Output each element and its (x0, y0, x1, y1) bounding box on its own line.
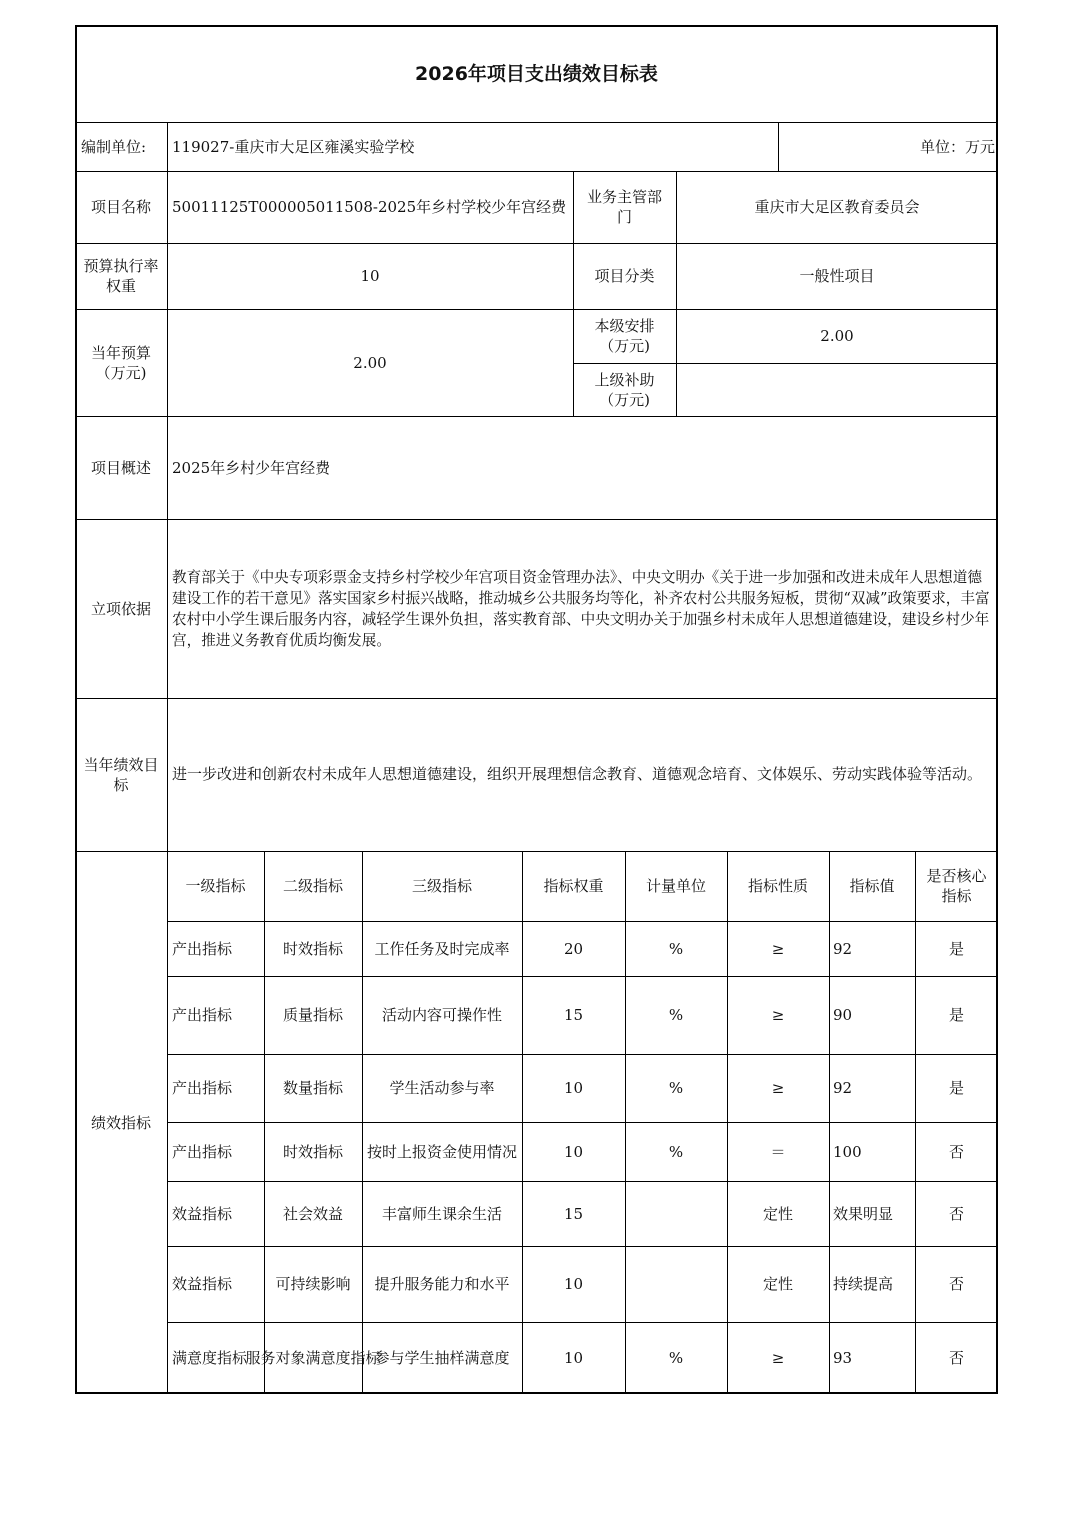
table-cell: % (668, 1142, 684, 1161)
table-cell: % (668, 939, 684, 958)
goal-label: 当年绩效目标 (83, 755, 159, 794)
upper-funding-value (676, 363, 998, 416)
local-funding-value: 2.00 (820, 327, 854, 345)
table-cell: % (668, 1079, 684, 1097)
column-header: 指标值 (849, 877, 895, 895)
budget-label: 当年预算（万元) (90, 343, 151, 382)
table-cell: 15 (563, 1006, 584, 1024)
page-title: 2026年项目支出绩效目标表 (415, 62, 658, 85)
local-funding-label: 本级安排（万元) (594, 317, 655, 355)
table-cell (625, 1181, 727, 1246)
table-cell: 否 (948, 1275, 964, 1293)
column-header: 指标权重 (543, 877, 604, 895)
dept-label: 业务主管部门 (586, 188, 662, 226)
table-cell: 质量指标 (282, 1006, 343, 1024)
table-cell: 是 (948, 1006, 964, 1024)
table-cell: 持续提高 (833, 1275, 894, 1293)
table-cell: 时效指标 (282, 939, 343, 958)
table-cell: 数量指标 (282, 1079, 343, 1097)
table-cell: 92 (833, 939, 853, 958)
table-cell: ≥ (771, 1079, 785, 1097)
project-name-value: 50011125T000005011508-2025年乡村学校少年宫经费 (172, 198, 567, 216)
table-cell: 产出指标 (172, 939, 233, 958)
table-cell: 否 (948, 1142, 964, 1161)
dept-value: 重庆市大足区教育委员会 (754, 198, 920, 216)
category-label: 项目分类 (594, 267, 655, 285)
table-cell: 可持续影响 (275, 1275, 351, 1293)
table-cell: 效益指标 (172, 1275, 233, 1293)
exec-weight-label: 预算执行率权重 (83, 257, 159, 295)
table-cell: 满意度指标 (172, 1349, 248, 1367)
table-cell: 效益指标 (172, 1204, 233, 1223)
column-header: 二级指标 (282, 877, 343, 895)
table-cell (625, 1246, 727, 1322)
table-cell: 90 (833, 1006, 853, 1024)
table-cell: ≥ (771, 1006, 785, 1024)
table-cell: 92 (833, 1079, 853, 1097)
currency-unit: 单位：万元 (919, 137, 995, 156)
table-cell: 15 (563, 1204, 584, 1223)
table-cell: 服务对象满意度指标 (245, 1349, 381, 1367)
table-cell: 10 (563, 1142, 584, 1161)
summary-label: 项目概述 (90, 458, 151, 477)
column-header: 指标性质 (747, 877, 808, 895)
table-cell: 定性 (762, 1204, 793, 1223)
table-cell: 时效指标 (282, 1142, 343, 1161)
goal-value: 进一步改进和创新农村未成年人思想道德建设，组织开展理想信念教育、道德观念培育、文体娱乐、劳动实践体验等活动。 (172, 765, 983, 783)
table-cell: 产出指标 (172, 1079, 233, 1097)
table-cell: 提升服务能力和水平 (374, 1275, 510, 1293)
table-cell: 产出指标 (172, 1142, 233, 1161)
table-cell: 工作任务及时完成率 (374, 939, 510, 958)
column-header: 计量单位 (645, 877, 706, 895)
upper-funding-label: 上级补助（万元) (594, 370, 655, 409)
indicators-label: 绩效指标 (90, 1113, 151, 1132)
table-cell: 参与学生抽样满意度 (374, 1349, 510, 1367)
unit-label: 编制单位: (81, 137, 147, 156)
column-header: 一级指标 (185, 877, 246, 895)
basis-label: 立项依据 (90, 599, 151, 618)
basis-value: 教育部关于《中央专项彩票金支持乡村学校少年宫项目资金管理办法》、中央文明办《关于进一步加强和改进未成年人思想道德建设工作的若干意见》落实国家乡村振兴战略，推动城乡公共服务均等化，补齐农村公共服务短板，贯彻“双减”政策要求，丰富农村中小学生课后服务内容，减轻学生课外负担，落实教育部、中央文明办关于加强乡村未成年人思想道德建设，建设乡村少年宫，推进义务教育优质均衡发展。 (172, 568, 990, 649)
budget-value: 2.00 (353, 353, 387, 372)
table-cell: 产出指标 (172, 1006, 233, 1024)
table-cell: 活动内容可操作性 (381, 1006, 502, 1024)
table-cell: 100 (833, 1142, 862, 1161)
table-cell: 社会效益 (282, 1204, 343, 1223)
table-cell: 按时上报资金使用情况 (366, 1142, 517, 1161)
unit-value: 119027-重庆市大足区雍溪实验学校 (172, 137, 415, 156)
table-cell: % (668, 1006, 684, 1024)
column-header: 三级指标 (411, 877, 472, 895)
table-cell: 是 (948, 1079, 964, 1097)
summary-value: 2025年乡村少年宫经费 (172, 458, 331, 477)
table-cell: ＝ (770, 1142, 786, 1161)
table-cell: 定性 (762, 1275, 793, 1293)
table-cell: 93 (833, 1349, 853, 1367)
table-cell: 否 (948, 1204, 964, 1223)
table-cell: 10 (563, 1349, 584, 1367)
table-cell: % (668, 1349, 684, 1367)
table-cell: 20 (563, 939, 584, 958)
table-cell: 学生活动参与率 (389, 1079, 495, 1097)
table-cell: 10 (563, 1275, 584, 1293)
table-cell: 否 (948, 1349, 964, 1367)
exec-weight-value: 10 (360, 267, 380, 285)
table-cell: ≥ (771, 939, 785, 958)
table-cell: 是 (948, 939, 964, 958)
table-cell: ≥ (771, 1349, 785, 1367)
category-value: 一般性项目 (799, 267, 875, 285)
table-cell: 10 (563, 1079, 584, 1097)
column-header: 是否核心指标 (926, 867, 987, 905)
table-cell: 效果明显 (833, 1204, 894, 1223)
project-name-label: 项目名称 (90, 198, 151, 216)
table-cell: 丰富师生课余生活 (381, 1204, 502, 1223)
